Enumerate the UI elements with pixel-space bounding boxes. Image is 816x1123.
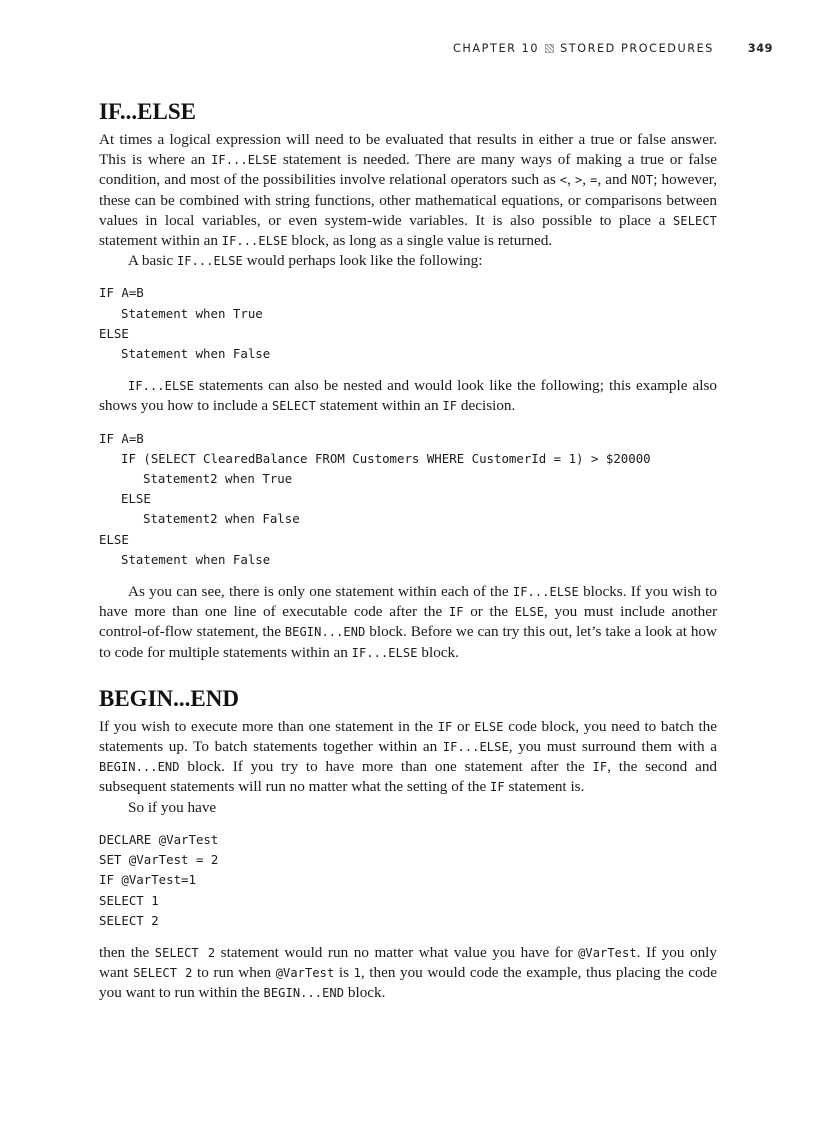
inline-code: 1: [353, 966, 361, 981]
inline-code: IF: [437, 719, 453, 734]
page-number: 349: [747, 42, 773, 55]
code-block-vartest: [99, 830, 717, 931]
paragraph: [99, 943, 717, 1004]
code-line: SET @VarTest = 2: [99, 852, 219, 868]
text-run: If you wish to execute more than one statement in the: [99, 717, 438, 735]
paragraph: [99, 717, 717, 798]
inline-code: IF...ELSE: [351, 645, 418, 660]
text-run: , you must include another control-of-flow statement, the: [99, 603, 718, 641]
inline-code: IF: [448, 605, 464, 620]
code-line: ELSE: [99, 325, 129, 341]
text-run: code block, you need to batch the statements up. To batch statements together within an: [99, 717, 717, 756]
code-block-nested-if-else: [99, 429, 717, 570]
paragraph: [99, 582, 717, 663]
inline-code: @VarTest: [578, 945, 637, 960]
inline-code: SELECT 2: [133, 966, 193, 981]
inline-code: IF...ELSE: [128, 379, 194, 394]
text-run: , you must surround them with a: [508, 738, 717, 756]
text-run: block.: [417, 643, 459, 661]
text-run: to run when: [192, 964, 276, 982]
text-run: , then you would code the example, thus placing the code you want to run within the: [99, 964, 717, 1002]
code-line: Statement2 when True: [143, 471, 293, 487]
text-run: would perhaps look like the following:: [242, 252, 483, 270]
text-run: At times a logical expression will need to be evaluated that results in either a true or false answer. This is where an: [99, 131, 717, 169]
text-run: ; however, these can be combined with string functions, other mathematical equations, or comparisons between values in local variables, or even system-wide variables. It is also possible to place a: [99, 171, 717, 229]
text-run: A basic: [128, 252, 177, 270]
paragraph: [99, 251, 717, 271]
inline-code: IF...ELSE: [442, 740, 509, 755]
paragraph: [99, 130, 717, 251]
inline-code: ELSE: [474, 719, 504, 734]
running-title: [453, 42, 714, 55]
code-line: SELECT 1: [99, 892, 159, 908]
code-line: IF @VarTest=1: [99, 872, 196, 888]
text-run: then the: [99, 943, 155, 961]
inline-code: IF...ELSE: [221, 234, 288, 249]
inline-code: =: [590, 173, 598, 188]
text-run: So if you have: [128, 798, 217, 816]
text-run: As you can see, there is only one statement within each of the: [128, 583, 513, 601]
inline-code: IF...ELSE: [176, 254, 243, 269]
inline-code: SELECT: [271, 399, 316, 414]
inline-code: @VarTest: [275, 966, 335, 981]
inline-code: <: [559, 173, 568, 188]
text-run: ,: [582, 171, 591, 189]
section-label: STORED PROCEDURES: [560, 42, 714, 55]
text-run: statement is.: [504, 778, 585, 796]
inline-code: SELECT: [673, 213, 717, 228]
text-run: or: [452, 717, 475, 735]
paragraph: [99, 798, 717, 818]
inline-code: IF: [490, 780, 505, 795]
inline-code: IF...ELSE: [211, 153, 277, 168]
section-heading-if-else: IF...ELSE: [99, 99, 196, 124]
text-run: statement within an: [315, 397, 443, 415]
text-run: block.: [344, 984, 386, 1002]
code-line: IF A=B: [99, 430, 144, 446]
running-header: [0, 42, 816, 58]
inline-code: NOT: [631, 173, 654, 188]
text-run: block, as long as a single value is returned.: [287, 232, 553, 250]
text-run: , the second and subsequent statements will run no matter what the setting of the: [99, 758, 718, 796]
text-run: block. If you try to have more than one statement after the: [179, 758, 593, 776]
text-run: is: [334, 964, 354, 982]
inline-code: IF: [442, 399, 458, 414]
square-bullet-icon: [545, 44, 554, 53]
text-run: block. Before we can try this out, let’s take a look at how to code for multiple statements within an: [99, 623, 717, 661]
inline-code: IF: [592, 760, 608, 775]
text-run: statement within an: [99, 232, 222, 250]
inline-code: SELECT 2: [154, 945, 216, 960]
code-block-basic-if-else: [99, 283, 717, 364]
code-line: IF (SELECT ClearedBalance FROM Customers WHERE CustomerId = 1) > $20000: [121, 450, 651, 466]
code-line: ELSE: [121, 491, 151, 507]
text-run: . If you only want: [99, 943, 717, 982]
inline-code: BEGIN...END: [284, 625, 366, 640]
code-line: Statement when False: [121, 346, 271, 362]
section-heading-begin-end: BEGIN...END: [99, 685, 239, 711]
code-line: DECLARE @VarTest: [99, 831, 219, 847]
code-line: Statement when True: [121, 305, 263, 321]
text-run: statement is needed. There are many ways of making a true or false condition, and most of the possibilities involve relational operators such as: [99, 151, 718, 189]
inline-code: >: [574, 173, 583, 188]
code-line: Statement when False: [121, 551, 271, 567]
text-run: or the: [463, 603, 515, 621]
text-run: blocks. If you wish to have more than one line of executable code after the: [99, 583, 717, 621]
inline-code: BEGIN...END: [99, 760, 180, 775]
code-line: IF A=B: [99, 285, 144, 301]
text-run: decision.: [457, 397, 516, 415]
inline-code: ELSE: [514, 605, 545, 620]
page-content: [99, 96, 717, 1004]
text-run: statements can also be nested and would look like the following; this example also shows you how to include a: [99, 377, 717, 415]
text-run: ,: [567, 171, 575, 189]
text-run: statement would run no matter what value you have for: [215, 943, 579, 961]
inline-code: BEGIN...END: [263, 986, 345, 1001]
chapter-label: CHAPTER 10: [453, 42, 540, 55]
paragraph: [99, 376, 717, 416]
text-run: , and: [597, 171, 632, 189]
code-line: ELSE: [99, 531, 129, 547]
code-line: Statement2 when False: [143, 511, 300, 527]
inline-code: IF...ELSE: [512, 585, 579, 600]
code-line: SELECT 2: [99, 912, 159, 928]
